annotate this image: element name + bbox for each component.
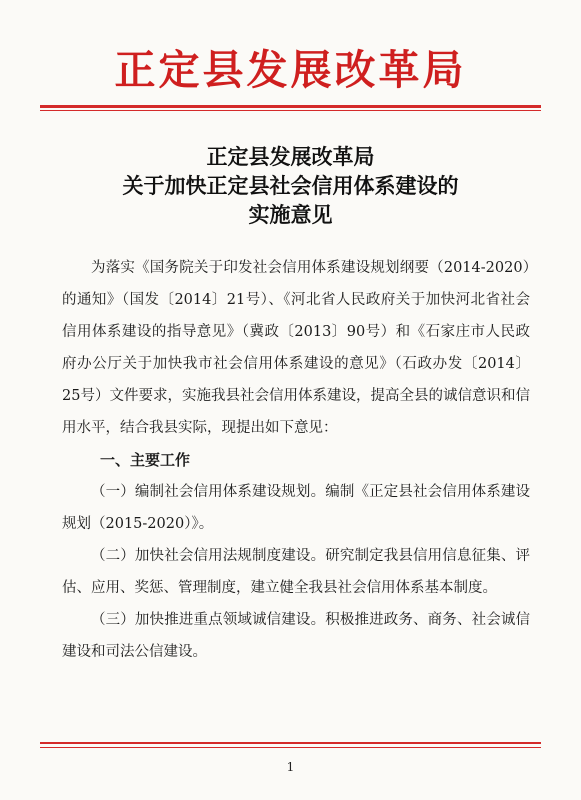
issuing-authority-header: 正定县发展改革局 <box>114 46 467 94</box>
header-red-rule <box>40 105 541 108</box>
footer-red-rule-thin <box>40 747 541 748</box>
footer-red-rule <box>40 742 541 744</box>
title-line-3: 实施意见 <box>248 202 333 227</box>
work-item-2: （二）加快社会信用法规制度建设。研究制定我县信用信息征集、评估、应用、奖惩、管理制度，建立健全我县社会信用体系基本制度。 <box>62 548 530 596</box>
section-heading-main-work: 一、主要工作 <box>100 451 191 469</box>
page-number: 1 <box>286 760 295 774</box>
title-line-2: 关于加快正定县社会信用体系建设的 <box>122 173 459 198</box>
document-title <box>0 142 581 229</box>
title-line-1: 正定县发展改革局 <box>206 144 375 169</box>
intro-paragraph: 为落实《国务院关于印发社会信用体系建设规划纲要（2014-2020）的通知》（国发〔2014〕21号）、《河北省人民政府关于加快河北省社会信用体系建设的指导意见》（冀政〔2013〕90号）和《石家庄市人民政府办公厅关于加快我市社会信用体系建设的意见》（石政办发〔2014〕25号）文件要求，实施我县社会信用体系建设，提高全县的诚信意识和信用水平，结合我县实际，现提出如下意见： <box>62 260 530 436</box>
work-item-1: （一）编制社会信用体系建设规划。编制《正定县社会信用体系建设规划（2015-2020）》。 <box>62 484 530 532</box>
document-body <box>62 252 530 668</box>
work-item-3: （三）加快推进重点领域诚信建设。积极推进政务、商务、社会诚信建设和司法公信建设。 <box>62 612 530 660</box>
header-red-rule-thin <box>40 110 541 111</box>
